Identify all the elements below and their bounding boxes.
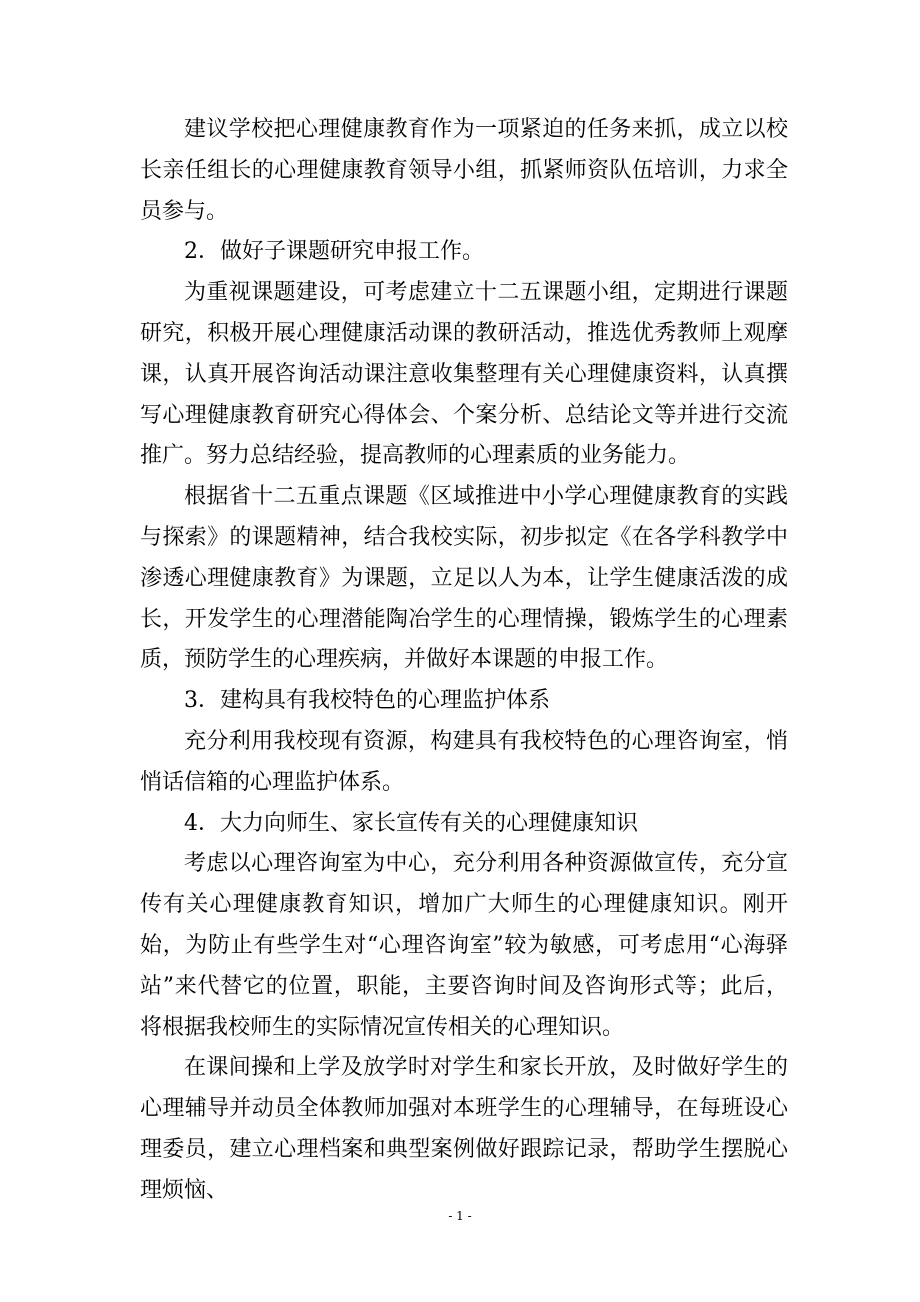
page-number: - 1 - (448, 1209, 472, 1223)
paragraph-research-group: 为重视课题建设，可考虑建立十二五课题小组，定期进行课题研究，积极开展心理健康活动课的教研活动，推选优秀教师上观摩课，认真开展咨询活动课注意收集整理有关心理健康资料，认真撰写心理健康教育研究心得体会、个案分析、总结论文等并进行交流推广。努力总结经验，提高教师的心理素质的业务能力。 (140, 280, 788, 469)
heading-monitoring-system: 3．建构具有我校特色的心理监护体系 (184, 688, 550, 714)
heading-publicity: 4．大力向师生、家长宣传有关的心理健康知识 (184, 810, 638, 836)
paragraph-counseling-room: 充分利用我校现有资源，构建具有我校特色的心理咨询室，悄悄话信箱的心理监护体系。 (140, 728, 788, 795)
paragraph-open-hours: 在课间操和上学及放学时对学生和家长开放，及时做好学生的心理辅导并动员全体教师加强对本班学生的心理辅导，在每班设心理委员，建立心理档案和典型案例做好跟踪记录，帮助学生摆脱心理烦恼、 (140, 1055, 788, 1203)
heading-subtopic-research: 2．做好子课题研究申报工作。 (184, 239, 484, 265)
document-body (140, 110, 788, 1212)
paragraph-publicity: 考虑以心理咨询室为中心，充分利用各种资源做宣传，充分宣传有关心理健康教育知识，增加广大师生的心理健康知识。刚开始，为防止有些学生对“心理咨询室”较为敏感，可考虑用“心海驿站”来代替它的位置，职能，主要咨询时间及咨询形式等；此后，将根据我校师生的实际情况宣传相关的心理知识。 (140, 851, 788, 1040)
paragraph-leadership-group: 建议学校把心理健康教育作为一项紧迫的任务来抓，成立以校长亲任组长的心理健康教育领导小组，抓紧师资队伍培训，力求全员参与。 (140, 117, 788, 224)
paragraph-key-topic: 根据省十二五重点课题《区域推进中小学心理健康教育的实践与探索》的课题精神，结合我校实际，初步拟定《在各学科教学中渗透心理健康教育》为课题，立足以人为本，让学生健康活泼的成长，开发学生的心理潜能陶冶学生的心理情操，锻炼学生的心理素质，预防学生的心理疾病，并做好本课题的申报工作。 (140, 484, 788, 673)
